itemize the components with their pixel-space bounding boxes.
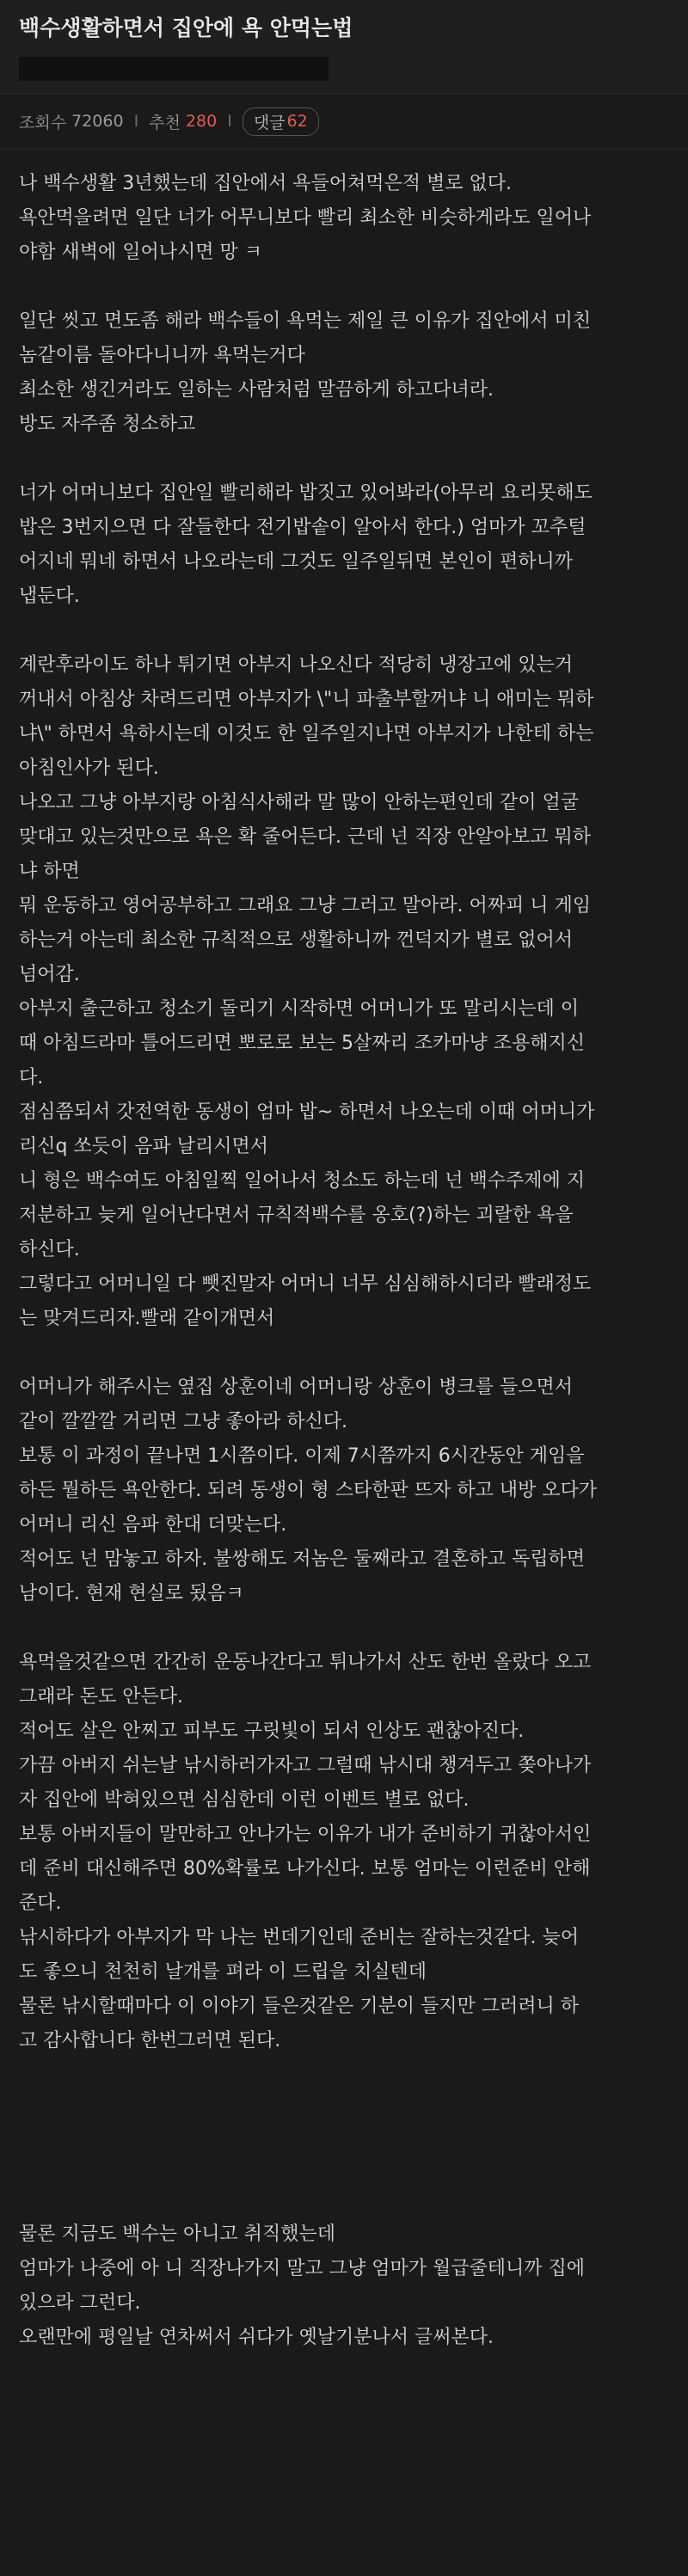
body-line: 욕먹을것같으면 간간히 운동나간다고 튀나가서 산도 한번 올랐다 오고 xyxy=(19,1652,592,1673)
body-line: 는 맞겨드리자.빨래 같이개면서 xyxy=(19,1308,275,1329)
body-line: 하든 뭘하든 욕안한다. 되려 동생이 형 스타한판 뜨자 하고 내방 오다가 xyxy=(19,1480,597,1501)
body-line: 그렇다고 어머니일 다 뺏진말자 어머니 너무 심심해하시더라 빨래정도 xyxy=(19,1273,592,1295)
body-line: 너가 어머니보다 집안일 빨리해라 밥짓고 있어봐라(아무리 요리못해도 xyxy=(19,482,593,504)
body-line: 오랜만에 평일날 연차써서 쉬다가 옛날기분나서 글써본다. xyxy=(19,2327,494,2348)
comments-badge[interactable] xyxy=(243,107,319,136)
body-line: 하는거 아는데 최소한 규칙적으로 생활하니까 껀덕지가 별로 없어서 xyxy=(19,929,574,951)
body-line: 냐 하면 xyxy=(19,861,80,882)
post-content xyxy=(0,150,688,2355)
body-line: 적어도 넌 맘놓고 하자. 불쌍해도 저놈은 둘째라고 결혼하고 독립하면 xyxy=(19,1549,585,1570)
body-line: 고 감사합니다 한번그러면 된다. xyxy=(19,2030,281,2052)
body-line: 일단 씻고 면도좀 해라 백수들이 욕먹는 제일 큰 이유가 집안에서 미친 xyxy=(19,310,591,332)
post-title: 백수생활하면서 집안에 욕 안먹는법 xyxy=(19,15,353,40)
body-line: 준다. xyxy=(19,1892,62,1914)
body-line: 나 백수생활 3년했는데 집안에서 욕들어쳐먹은적 별로 없다. xyxy=(19,173,512,194)
recommend-label: 추천 xyxy=(149,113,181,132)
body-line: 있으라 그런다. xyxy=(19,2292,141,2314)
paragraph-gap xyxy=(19,1611,669,1646)
body-line: 뭐 운동하고 영어공부하고 그래요 그냥 그러고 말아라. 어짜피 니 게임 xyxy=(19,895,591,917)
paragraph-gap xyxy=(19,442,669,476)
body-line: 니 형은 백수여도 아침일찍 일어나서 청소도 하는데 넌 백수주제에 지 xyxy=(19,1170,585,1192)
body-line: 밥은 3번지으면 다 잘들한다 전기밥솥이 알아서 한다.) 엄마가 꼬추털 xyxy=(19,517,587,538)
body-line: 가끔 아버지 쉬는날 낚시하러가자고 그럴때 낚시대 챙겨두고 쫒아나가 xyxy=(19,1755,592,1776)
body-line: 꺼내서 아침상 차려드리면 아부지가 \"니 파출부할꺼냐 니 애미는 뭐하 xyxy=(19,689,594,710)
meta-separator: I xyxy=(227,112,232,131)
body-line: 아부지 출근하고 청소기 돌리기 시작하면 어머니가 또 말리시는데 이 xyxy=(19,998,580,1020)
body-line: 방도 자주좀 청소하고 xyxy=(19,414,196,435)
redacted-author-bar xyxy=(19,57,329,81)
body-line: 계란후라이도 하나 튀기면 아부지 나오신다 적당히 냉장고에 있는거 xyxy=(19,654,574,676)
body-line: 남이다. 현재 현실로 됬음ㅋ xyxy=(19,1583,244,1604)
body-line: 같이 깔깔깔 거리면 그냥 좋아라 하신다. xyxy=(19,1411,347,1432)
body-line: 저분하고 늦게 일어난다면서 규칙적백수를 옹호(?)하는 괴랄한 욕을 xyxy=(19,1205,574,1226)
body-line: 때 아침드라마 틀어드리면 뽀로로 보는 5살짜리 조카마냥 조용해지신 xyxy=(19,1033,586,1054)
body-line: 최소한 생긴거라도 일하는 사람처럼 말끔하게 하고다녀라. xyxy=(19,379,494,401)
body-line: 다. xyxy=(19,1067,44,1089)
views-label: 조회수 xyxy=(19,113,67,132)
post-body xyxy=(19,167,669,2058)
body-line: 놈같이름 돌아다니니까 욕먹는거다 xyxy=(19,345,305,366)
body-line: 그래라 돈도 안든다. xyxy=(19,1686,183,1708)
body-line: 자 집안에 박혀있으면 심심한데 이런 이벤트 별로 없다. xyxy=(19,1789,470,1811)
body-line: 보통 이 과정이 끝나면 1시쯤이다. 이제 7시쯤까지 6시간동안 게임을 xyxy=(19,1445,585,1467)
body-line: 하신다. xyxy=(19,1239,80,1260)
comments-label: 댓글 xyxy=(253,113,286,132)
spacer xyxy=(19,2058,669,2217)
body-line: 냅둔다. xyxy=(19,586,80,607)
post-footer xyxy=(19,2217,669,2355)
post-meta xyxy=(0,94,688,150)
body-line: 낚시하다가 아부지가 막 나는 번데기인데 준비는 잘하는것같다. 늦어 xyxy=(19,1927,580,1948)
body-line: 물론 낚시할때마다 이 이야기 들은것같은 기분이 들지만 그러려니 하 xyxy=(19,1996,580,2017)
body-line: 엄마가 나중에 아 니 직장나가지 말고 그냥 엄마가 월급줄테니까 집에 xyxy=(19,2258,585,2279)
body-line: 맞대고 있는것만으로 욕은 확 줄어든다. 근데 넌 직장 안알아보고 뭐하 xyxy=(19,826,591,848)
body-line: 물론 지금도 백수는 아니고 취직했는데 xyxy=(19,2223,336,2245)
body-line: 어머니가 해주시는 옆집 상훈이네 어머니랑 상훈이 병크를 들으면서 xyxy=(19,1377,574,1398)
body-line: 어머니 리신 음파 한대 더맞는다. xyxy=(19,1514,287,1536)
recommend-count: 280 xyxy=(185,112,218,131)
body-line: 넘어감. xyxy=(19,964,80,985)
post-header xyxy=(0,0,688,94)
body-line: 도 좋으니 천천히 날개를 펴라 이 드립을 치실텐데 xyxy=(19,1961,427,1983)
body-line: 욕안먹을려면 일단 너가 어무니보다 빨리 최소한 비슷하게라도 일어나 xyxy=(19,207,592,229)
paragraph-gap xyxy=(19,270,669,304)
body-line: 적어도 살은 안찌고 피부도 구릿빛이 되서 인상도 괜찮아진다. xyxy=(19,1720,525,1742)
body-line: 아침인사가 된다. xyxy=(19,757,159,779)
paragraph-gap xyxy=(19,1336,669,1371)
body-line: 점심쯤되서 갓전역한 동생이 엄마 밥~ 하면서 나오는데 이때 어머니가 xyxy=(19,1101,595,1123)
body-line: 어지네 뭐네 하면서 나오라는데 그것도 일주일뒤면 본인이 편하니까 xyxy=(19,551,574,573)
paragraph-gap xyxy=(19,614,669,648)
body-line: 나오고 그냥 아부지랑 아침식사해라 말 많이 안하는편인데 같이 얼굴 xyxy=(19,792,580,813)
body-line: 보통 아버지들이 말만하고 안나가는 이유가 내가 준비하기 귀찮아서인 xyxy=(19,1824,592,1845)
comments-count: 62 xyxy=(286,112,308,131)
views-count: 72060 xyxy=(71,112,124,131)
body-line: 데 준비 대신해주면 80%확률로 나가신다. 보통 엄마는 이런준비 안해 xyxy=(19,1858,591,1880)
body-line: 냐\" 하면서 욕하시는데 이것도 한 일주일지나면 아부지가 나한테 하는 xyxy=(19,723,594,745)
body-line: 야함 새벽에 일어나시면 망 ㅋ xyxy=(19,242,262,263)
meta-separator: I xyxy=(133,112,139,131)
body-line: 리신q 쏘듯이 음파 날리시면서 xyxy=(19,1136,268,1157)
